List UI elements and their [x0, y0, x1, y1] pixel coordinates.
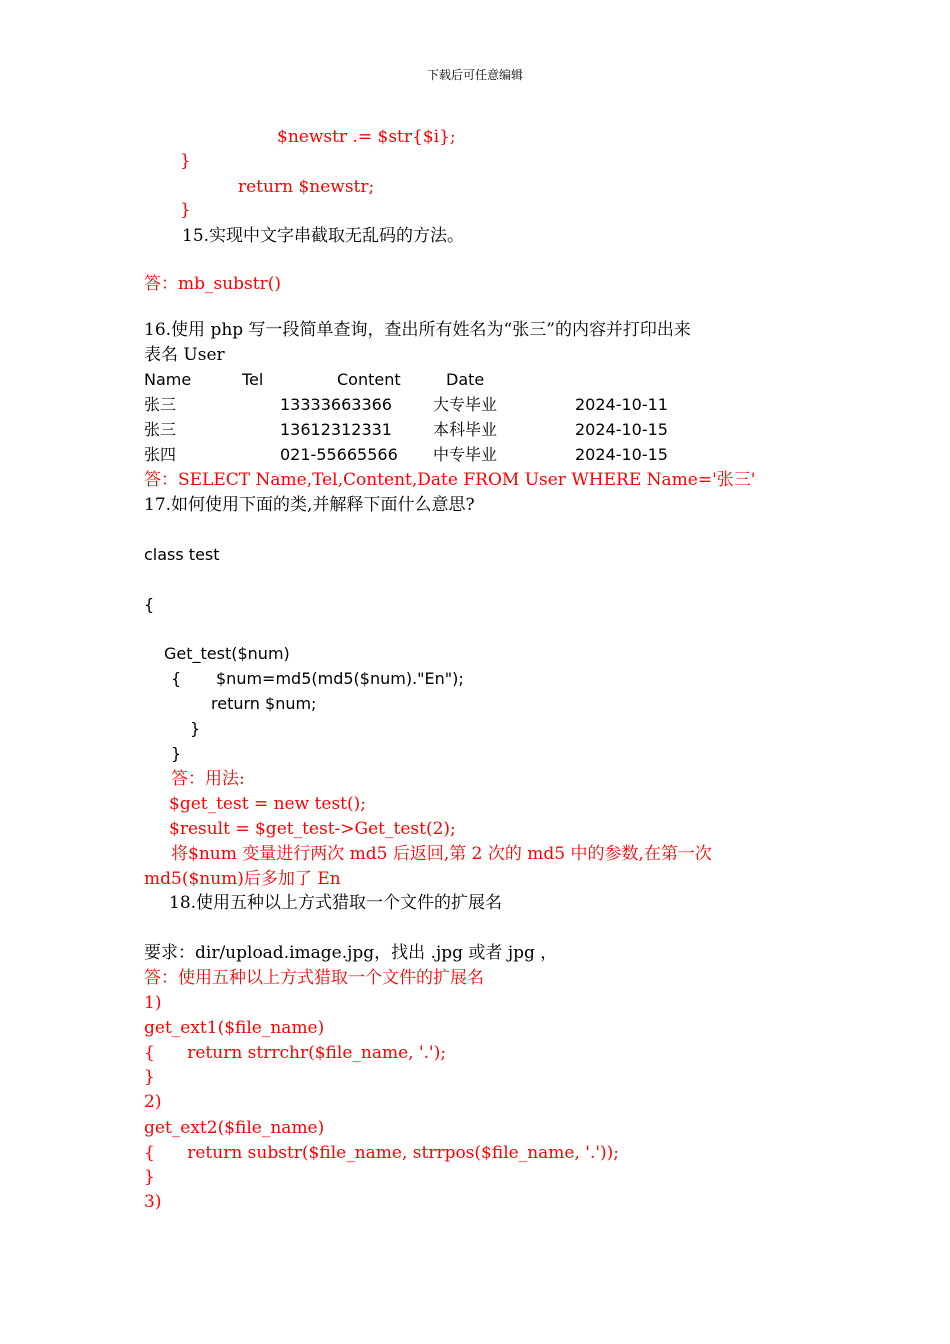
class-code-line: return $num;: [211, 694, 317, 713]
question-18: 18.使用五种以上方式猎取一个文件的扩展名: [169, 893, 503, 913]
class-code-line: class test: [144, 545, 220, 564]
class-code-line: }: [171, 744, 182, 763]
answer-17-line: $result = $get_test->Get_test(2);: [169, 819, 456, 839]
class-code-line: Get_test($num): [164, 644, 290, 663]
method-number: 2): [144, 1092, 162, 1112]
answer-17-line: md5($num)后多加了 En: [144, 869, 341, 889]
method-code-line: { return substr($file_name, strrpos($file_name, '.'));: [144, 1143, 620, 1163]
class-code-line: {: [144, 595, 155, 614]
answer-17-title: 答：用法:: [171, 769, 245, 789]
class-code-line: {: [171, 669, 182, 688]
method-number: 3): [144, 1192, 162, 1212]
table-cell: 中专毕业: [433, 445, 498, 464]
code-line: }: [180, 151, 191, 171]
code-line: return $newstr;: [238, 177, 375, 197]
code-line: }: [180, 200, 191, 220]
question-16: 16.使用 php 写一段简单查询，查出所有姓名为“张三”的内容并打印出来: [144, 320, 691, 340]
method-code-line: get_ext1($file_name): [144, 1018, 325, 1038]
class-code-line: $num=md5(md5($num)."En");: [216, 669, 464, 688]
table-cell: 2024-10-11: [575, 395, 668, 414]
table-cell: 张三: [144, 395, 177, 414]
answer-15: 答：mb_substr(): [144, 274, 282, 294]
table-name: 表名 User: [144, 345, 225, 365]
answer-18-title: 答：使用五种以上方式猎取一个文件的扩展名: [144, 968, 484, 988]
method-code-line: get_ext2($file_name): [144, 1118, 325, 1138]
requirement-18: 要求：dir/upload.image.jpg，找出 .jpg 或者 jpg ，: [144, 943, 558, 963]
question-17: 17.如何使用下面的类,并解释下面什么意思?: [144, 495, 475, 515]
class-code-line: }: [190, 719, 201, 738]
table-cell: 13333663366: [280, 395, 392, 414]
table-header-cell: Content: [337, 370, 401, 389]
table-cell: 2024-10-15: [575, 420, 668, 439]
table-cell: 本科毕业: [433, 420, 498, 439]
table-cell: 张四: [144, 445, 177, 464]
table-cell: 2024-10-15: [575, 445, 668, 464]
table-header-cell: Date: [446, 370, 485, 389]
question-15: 15.实现中文字串截取无乱码的方法。: [182, 226, 465, 246]
method-code-line: }: [144, 1067, 155, 1087]
code-line: $newstr .= $str{$i};: [277, 127, 456, 147]
answer-17-line: $get_test = new test();: [169, 794, 366, 814]
table-header-cell: Tel: [242, 370, 264, 389]
method-number: 1): [144, 993, 162, 1013]
answer-17-line: 将$num 变量进行两次 md5 后返回,第 2 次的 md5 中的参数,在第一次: [171, 844, 712, 864]
method-code-line: }: [144, 1167, 155, 1187]
table-cell: 大专毕业: [433, 395, 498, 414]
table-cell: 13612312331: [280, 420, 392, 439]
answer-16: 答：SELECT Name,Tel,Content,Date FROM User WHERE Name='张三': [144, 470, 756, 490]
table-header-cell: Name: [144, 370, 192, 389]
table-cell: 021-55665566: [280, 445, 398, 464]
method-code-line: { return strrchr($file_name, '.');: [144, 1043, 447, 1063]
page-header: 下载后可任意编辑: [426, 68, 523, 82]
table-cell: 张三: [144, 420, 177, 439]
